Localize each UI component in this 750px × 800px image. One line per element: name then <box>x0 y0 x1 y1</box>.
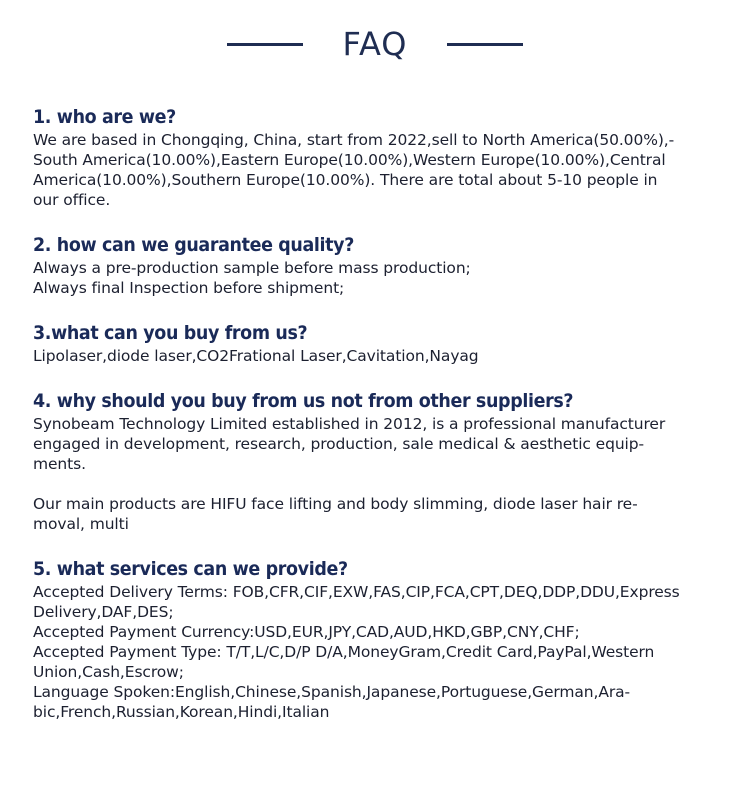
answer-line: Always final Inspection before shipment; <box>33 279 345 297</box>
faq-question: 1. who are we? <box>33 106 176 128</box>
answer-line: Synobeam Technology Limited established in 2012, is a professional manufacturer <box>33 415 666 433</box>
faq-question: 2. how can we guarantee quality? <box>33 234 354 256</box>
faq-answer <box>33 346 713 366</box>
answer-line: Accepted Payment Currency:USD,EUR,JPY,CAD,AUD,HKD,GBP,CNY,CHF; <box>33 623 580 641</box>
answer-line: Union,Cash,Escrow; <box>33 663 184 681</box>
faq-answer <box>33 130 713 210</box>
answer-line: Language Spoken:English,Chinese,Spanish,Japanese,Portuguese,German,Ara- <box>33 683 631 701</box>
answer-line: America(10.00%),Southern Europe(10.00%). There are total about 5-10 people in <box>33 171 658 189</box>
faq-item <box>33 232 713 298</box>
answer-line: South America(10.00%),Eastern Europe(10.00%),Western Europe(10.00%),Central <box>33 151 666 169</box>
faq-list <box>33 104 713 722</box>
faq-item <box>33 556 713 722</box>
right-divider <box>447 43 523 46</box>
answer-line: Delivery,DAF,DES; <box>33 603 174 621</box>
faq-item <box>33 104 713 210</box>
answer-line: Accepted Payment Type: T/T,L/C,D/P D/A,MoneyGram,Credit Card,PayPal,Western <box>33 643 655 661</box>
faq-item <box>33 388 713 534</box>
answer-line: Always a pre-production sample before mass production; <box>33 259 471 277</box>
left-divider <box>227 43 303 46</box>
answer-line: moval, multi <box>33 515 129 533</box>
faq-question: 5. what services can we provide? <box>33 558 348 580</box>
page-title: FAQ <box>342 25 408 63</box>
faq-item <box>33 320 713 366</box>
faq-answer <box>33 414 713 534</box>
answer-line: Lipolaser,diode laser,CO2Frational Laser,Cavitation,Nayag <box>33 347 479 365</box>
answer-line: our office. <box>33 191 111 209</box>
faq-question: 4. why should you buy from us not from other suppliers? <box>33 390 574 412</box>
answer-line: ments. <box>33 455 86 473</box>
faq-answer <box>33 258 713 298</box>
answer-line: Our main products are HIFU face lifting and body slimming, diode laser hair re- <box>33 495 638 513</box>
faq-answer <box>33 582 713 722</box>
faq-question: 3.what can you buy from us? <box>33 322 308 344</box>
answer-line: bic,French,Russian,Korean,Hindi,Italian <box>33 703 330 721</box>
answer-line: engaged in development, research, production, sale medical & aesthetic equip- <box>33 435 644 453</box>
faq-header <box>0 22 750 66</box>
answer-line: We are based in Chongqing, China, start from 2022,sell to North America(50.00%),- <box>33 131 675 149</box>
answer-line: Accepted Delivery Terms: FOB,CFR,CIF,EXW,FAS,CIP,FCA,CPT,DEQ,DDP,DDU,Express <box>33 583 680 601</box>
